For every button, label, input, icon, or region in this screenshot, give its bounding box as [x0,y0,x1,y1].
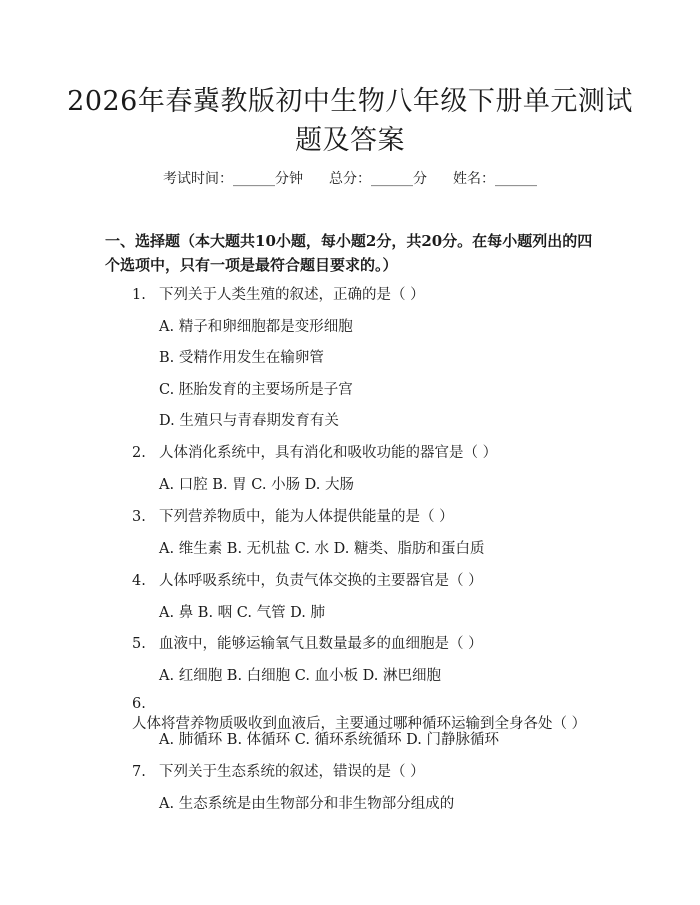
options-5: A. 红细胞 B. 白细胞 C. 血小板 D. 淋巴细胞 [159,668,442,684]
section-heading: 一、选择题（本大题共10小题，每小题2分，共20分。在每小题列出的四个选项中，只有一项是最符合题目要求的。） [105,232,593,274]
question-text: 下列关于生态系统的叙述，错误的是（ ） [159,764,425,780]
total-score-field: 总分：______分 [329,171,427,187]
options-4: A. 鼻 B. 咽 C. 气管 D. 肺 [159,605,326,621]
question-text: 人体消化系统中，具有消化和吸收功能的器官是（ ） [159,445,498,461]
question-number: 1. [132,287,146,303]
question-number: 7. [132,764,146,780]
option-1d: D. 生殖只与青春期发育有关 [159,413,339,429]
question-5 [132,632,612,653]
name-field: 姓名：______ [453,171,537,187]
options-6: A. 肺循环 B. 体循环 C. 循环系统循环 D. 门静脉循环 [159,732,500,748]
question-text: 下列关于人类生殖的叙述，正确的是（ ） [159,287,425,303]
exam-time-field: 考试时间：______分钟 [163,171,303,187]
question-3 [132,505,612,526]
question-number: 4. [132,573,146,589]
question-number: 2. [132,445,146,461]
question-text: 下列营养物质中，能为人体提供能量的是（ ） [159,509,454,525]
option-7a: A. 生态系统是由生物部分和非生物部分组成的 [159,796,455,812]
question-text: 人体呼吸系统中，负责气体交换的主要器官是（ ） [159,573,483,589]
question-number: 6. [132,696,146,712]
question-number: 3. [132,509,146,525]
options-2: A. 口腔 B. 胃 C. 小肠 D. 大肠 [159,477,355,493]
question-2 [132,441,612,462]
question-text: 人体将营养物质吸收到血液后，主要通过哪种循环运输到全身各处（ ） [132,716,587,732]
question-text: 血液中，能够运输氧气且数量最多的血细胞是（ ） [159,636,483,652]
question-4 [132,569,612,590]
options-3: A. 维生素 B. 无机盐 C. 水 D. 糖类、脂肪和蛋白质 [159,541,485,557]
question-number: 5. [132,636,146,652]
question-7 [132,760,612,781]
exam-meta [0,168,700,188]
page-title: 2026年春冀教版初中生物八年级下册单元测试题及答案 [67,86,633,156]
option-1b: B. 受精作用发生在输卵管 [159,350,324,366]
option-1a: A. 精子和卵细胞都是变形细胞 [159,319,353,335]
option-1c: C. 胚胎发育的主要场所是子宫 [159,382,353,398]
question-1 [132,283,612,304]
